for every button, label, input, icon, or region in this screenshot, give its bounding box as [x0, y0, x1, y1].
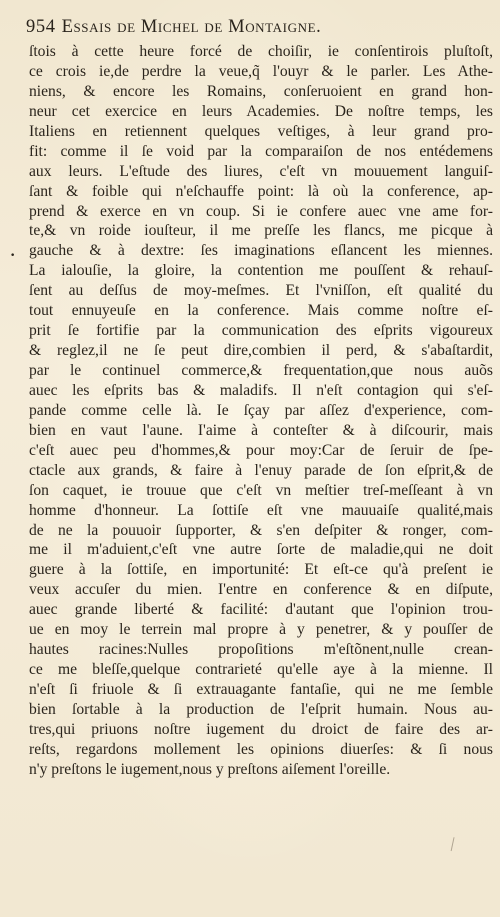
text-line: pande comme celle là. Ie ſçay par aſſez d'experience, com-: [29, 401, 493, 419]
pen-stroke-mark: [451, 837, 463, 853]
text-line: La ialouſie, la gloire, la contention me pouſſent & rehauſ-: [29, 262, 493, 280]
text-line: tres,qui priuons noſtre iugement du droict de faire des ar-: [29, 720, 493, 738]
text-line: aux leurs. L'eſtude des liures, c'eſt vn mouuement languiſ-: [29, 162, 493, 180]
text-line: niens, & encore les Romains, conſeruoient en grand hon-: [29, 82, 493, 100]
text-line: me il m'aduient,c'eſt vne autre ſorte de maladie,qui ne doit: [29, 541, 493, 559]
text-line: ſant & foible qui n'eſchauffe point: là où la conference, ap-: [29, 182, 493, 200]
text-line: de ne la pouuoir ſupporter, & s'en deſpiter & ronger, com-: [29, 521, 493, 539]
text-line: hautes racines:Nulles propoſitions m'eſtõnent,nulle crean-: [29, 641, 493, 659]
text-line: bien ſortable à la production de l'eſprit humain. Nous au-: [29, 700, 493, 718]
text-line: fit: comme il ſe void par la comparaiſon de nos entédemens: [29, 142, 493, 160]
text-line: tout ennuyeuſe en la conference. Mais comme noſtre eſ-: [29, 302, 493, 320]
text-line: auec les eſprits bas & maladifs. Il n'eſt contagion qui s'eſ-: [29, 381, 493, 399]
text-line: ſon caquet, ie trouue que c'eſt vn meſtier treſ-meſſeant à vn: [29, 481, 493, 499]
text-line: ce me bleſſe,quelque contrarieté qu'elle aye à la mienne. Il: [29, 661, 493, 679]
text-line: te,& vn roide iouſteur, il me preſſe les flancs, me picque à: [29, 222, 493, 240]
text-line: homme d'honneur. La ſottiſe eſt vne mauuaiſe qualité,mais: [29, 501, 493, 519]
marginal-mark: •: [10, 251, 16, 261]
running-head: [26, 17, 492, 38]
text-line: reſts, regardons mollement les opinions diuerſes: & ſi nous: [29, 740, 493, 758]
text-line: neur cet exercice en leurs Academies. De noſtre temps, les: [29, 102, 493, 120]
page-number: 954: [26, 17, 56, 37]
body-text: [29, 42, 493, 780]
text-line: ſent au deſſus de moy-meſmes. Et l'vniſſon, eſt qualité du: [29, 282, 493, 300]
text-line: ſtois à cette heure forcé de choiſir, ie conſentirois pluſtoſt,: [29, 43, 493, 60]
text-line: ue en moy le terrein mal propre à y penetrer, & y pouſſer de: [29, 621, 493, 639]
text-line: prend & exerce en vn coup. Si ie confere auec vne ame for-: [29, 202, 493, 220]
text-line: & reglez,il ne ſe peut dire,combien il perd, & s'abaſtardit,: [29, 342, 493, 360]
text-line: n'y preſtons le iugement,nous y preſtons aiſement l'oreille.: [29, 760, 391, 778]
text-line: n'eſt ſi friuole & ſi extrauagante fantaſie, qui ne me ſemble: [29, 681, 493, 698]
text-line: gauche & à dextre: ſes imaginations eſlancent les miennes.: [29, 242, 493, 260]
text-line: ce crois ie,de perdre la veue,q̃ l'ouyr & le parler. Les Athe-: [29, 62, 493, 80]
text-line: Italiens en retiennent quelques veſtiges, à leur grand pro-: [29, 122, 493, 140]
text-line: veux accuſer du mien. I'entre en conference & en diſpute,: [29, 581, 493, 599]
text-line: prit ſe fortifie par la communication des eſprits vigoureux: [29, 322, 493, 340]
text-line: bien en vaut l'aune. I'aime à conteſter & à diſcourir, mais: [29, 421, 493, 439]
text-line: c'eſt auec peu d'hommes,& pour moy:Car de ſeruir de ſpe-: [29, 441, 493, 459]
text-line: ctacle aux grands, & faire à l'enuy parade de ſon eſprit,& de: [29, 461, 493, 479]
text-line: par le continuel commerce,& frequentation,que nous auõs: [29, 362, 493, 379]
text-line: auec grande liberté & facilité: d'autant que l'opinion trou-: [29, 601, 493, 619]
running-title: Essais de Michel de Montaigne.: [61, 17, 322, 37]
text-line: guere à la ſottiſe, en importunité: Et eſt-ce qu'à preſent ie: [29, 561, 493, 579]
